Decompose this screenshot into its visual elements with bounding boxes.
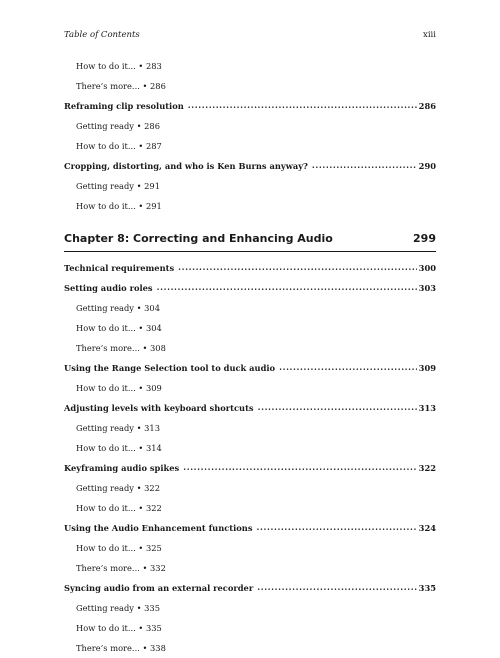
dot-leader: [183, 462, 416, 473]
toc-subsection-entry[interactable]: [64, 538, 436, 558]
toc-subsection-entry[interactable]: [64, 136, 436, 156]
toc-subsection-entry[interactable]: [64, 618, 436, 638]
section-page: 335: [418, 582, 436, 593]
subsection-text: How to do it... • 287: [76, 140, 162, 151]
toc-subsection-entry[interactable]: [64, 318, 436, 338]
running-title: Table of Contents: [64, 30, 140, 40]
section-title: Syncing audio from an external recorder: [64, 582, 254, 593]
subsection-text: There’s more... • 308: [76, 342, 166, 353]
toc-subsection-entry[interactable]: [64, 638, 436, 658]
section-title: Using the Audio Enhancement functions: [64, 522, 253, 533]
page-header: [64, 30, 436, 40]
subsection-text: How to do it... • 304: [76, 322, 162, 333]
subsection-text: How to do it... • 335: [76, 622, 162, 633]
subsection-text: Getting ready • 322: [76, 482, 160, 493]
section-page: 290: [418, 160, 436, 171]
section-title: Keyframing audio spikes: [64, 462, 180, 473]
subsection-text: There’s more... • 338: [76, 642, 166, 653]
section-page: 322: [418, 462, 436, 473]
subsection-text: There’s more... • 332: [76, 562, 166, 573]
toc-subsection-entry[interactable]: [64, 176, 436, 196]
subsection-text: How to do it... • 283: [76, 60, 162, 71]
section-page: 313: [418, 402, 436, 413]
subsection-text: How to do it... • 325: [76, 542, 162, 553]
toc-subsection-entry[interactable]: [64, 76, 436, 96]
section-title: Using the Range Selection tool to duck audio: [64, 362, 276, 373]
subsection-text: There’s more... • 286: [76, 80, 166, 91]
toc-section-entry[interactable]: [64, 458, 436, 478]
toc-section-entry[interactable]: [64, 96, 436, 116]
toc-list-top: [64, 56, 436, 216]
section-title: Setting audio roles: [64, 282, 153, 293]
toc-section-entry[interactable]: [64, 156, 436, 176]
toc-section-entry[interactable]: [64, 578, 436, 598]
toc-section-entry[interactable]: [64, 518, 436, 538]
subsection-text: How to do it... • 322: [76, 502, 162, 513]
subsection-text: Getting ready • 286: [76, 120, 160, 131]
section-title: Reframing clip resolution: [64, 100, 184, 111]
section-title: Adjusting levels with keyboard shortcuts: [64, 402, 254, 413]
chapter-page: 299: [413, 232, 436, 245]
section-title: Cropping, distorting, and who is Ken Burns anyway?: [64, 160, 308, 171]
toc-section-entry[interactable]: [64, 258, 436, 278]
toc-subsection-entry[interactable]: [64, 498, 436, 518]
dot-leader: [312, 160, 417, 171]
dot-leader: [257, 582, 416, 593]
toc-subsection-entry[interactable]: [64, 298, 436, 318]
dot-leader: [257, 522, 417, 533]
toc-list-bottom: [64, 258, 436, 658]
toc-subsection-entry[interactable]: [64, 338, 436, 358]
subsection-text: How to do it... • 291: [76, 200, 162, 211]
toc-subsection-entry[interactable]: [64, 438, 436, 458]
section-title: Technical requirements: [64, 262, 175, 273]
dot-leader: [279, 362, 417, 373]
subsection-text: Getting ready • 291: [76, 180, 160, 191]
section-page: 300: [418, 262, 436, 273]
table-of-contents: [64, 56, 436, 658]
subsection-text: How to do it... • 309: [76, 382, 162, 393]
toc-section-entry[interactable]: [64, 398, 436, 418]
section-page: 303: [418, 282, 436, 293]
section-page: 286: [418, 100, 436, 111]
toc-section-entry[interactable]: [64, 358, 436, 378]
dot-leader: [188, 100, 417, 111]
dot-leader: [178, 262, 417, 273]
subsection-text: Getting ready • 335: [76, 602, 160, 613]
toc-subsection-entry[interactable]: [64, 116, 436, 136]
toc-subsection-entry[interactable]: [64, 378, 436, 398]
toc-subsection-entry[interactable]: [64, 418, 436, 438]
toc-subsection-entry[interactable]: [64, 56, 436, 76]
chapter-title: Chapter 8: Correcting and Enhancing Audio: [64, 232, 333, 245]
toc-subsection-entry[interactable]: [64, 598, 436, 618]
section-page: 309: [418, 362, 436, 373]
chapter-heading[interactable]: [64, 232, 436, 252]
dot-leader: [157, 282, 417, 293]
toc-subsection-entry[interactable]: [64, 196, 436, 216]
toc-section-entry[interactable]: [64, 278, 436, 298]
subsection-text: Getting ready • 313: [76, 422, 160, 433]
subsection-text: How to do it... • 314: [76, 442, 162, 453]
subsection-text: Getting ready • 304: [76, 302, 160, 313]
page-number: xiii: [423, 30, 436, 40]
toc-subsection-entry[interactable]: [64, 478, 436, 498]
section-page: 324: [418, 522, 436, 533]
dot-leader: [258, 402, 417, 413]
toc-subsection-entry[interactable]: [64, 558, 436, 578]
